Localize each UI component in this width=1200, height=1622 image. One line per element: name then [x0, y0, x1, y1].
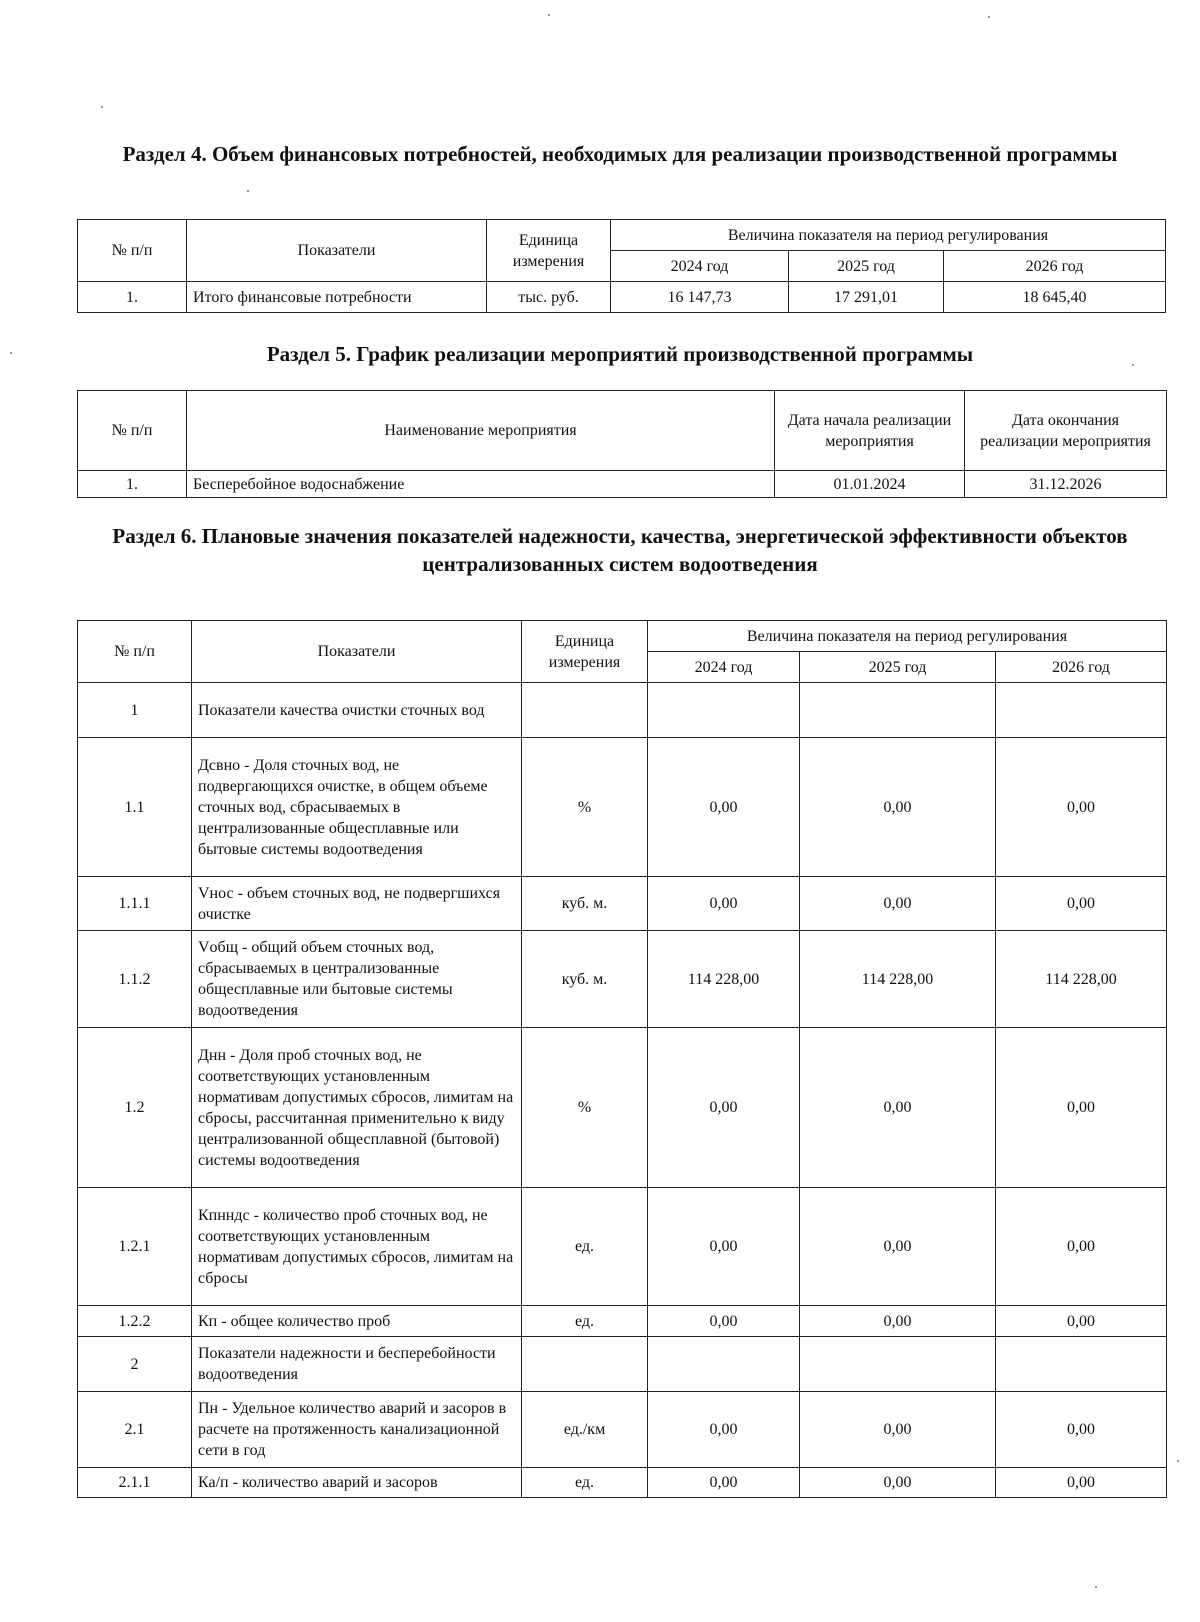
row-value [800, 1337, 996, 1392]
row-unit: тыс. руб. [487, 282, 611, 313]
header-year: 2025 год [800, 652, 996, 683]
row-value: 0,00 [996, 1306, 1167, 1337]
header-unit: Единица измерения [487, 220, 611, 282]
row-unit: ед./км [522, 1392, 648, 1468]
row-value: 18 645,40 [944, 282, 1166, 313]
row-unit: % [522, 1028, 648, 1188]
row-unit: % [522, 738, 648, 877]
row-value: 0,00 [996, 1468, 1167, 1498]
row-value: 0,00 [648, 877, 800, 931]
row-value: 0,00 [648, 1468, 800, 1498]
row-value: 0,00 [996, 1392, 1167, 1468]
row-value: 0,00 [648, 1392, 800, 1468]
row-num: 2 [78, 1337, 192, 1392]
section6-table [77, 620, 1167, 1498]
row-unit: ед. [522, 1468, 648, 1498]
header-unit: Единица измерения [522, 621, 648, 683]
section4-table [77, 219, 1166, 313]
row-value: 0,00 [996, 1028, 1167, 1188]
table-row [78, 683, 1167, 738]
table-row [78, 1188, 1167, 1306]
header-end: Дата окончания реализации мероприятия [965, 391, 1167, 471]
row-name: Показатели качества очистки сточных вод [192, 683, 522, 738]
header-num: № п/п [78, 220, 187, 282]
table-row [78, 1028, 1167, 1188]
table-row [78, 1468, 1167, 1498]
table-row [78, 1392, 1167, 1468]
row-value [996, 1337, 1167, 1392]
row-start: 01.01.2024 [775, 471, 965, 498]
row-unit: ед. [522, 1188, 648, 1306]
row-num: 1. [78, 282, 187, 313]
row-end: 31.12.2026 [965, 471, 1167, 498]
row-value: 0,00 [800, 877, 996, 931]
row-value: 16 147,73 [611, 282, 789, 313]
row-value: 0,00 [996, 1188, 1167, 1306]
row-unit [522, 1337, 648, 1392]
table-row [78, 1337, 1167, 1392]
row-value [800, 683, 996, 738]
row-value: 0,00 [800, 1306, 996, 1337]
header-period: Величина показателя на период регулирования [611, 220, 1166, 251]
row-name: Итого финансовые потребности [187, 282, 487, 313]
row-name: Vнос - объем сточных вод, не подвергшихся очистке [192, 877, 522, 931]
row-value: 114 228,00 [800, 931, 996, 1028]
header-name: Наименование мероприятия [187, 391, 775, 471]
row-value [648, 1337, 800, 1392]
row-name: Днн - Доля проб сточных вод, не соответствующих установленным нормативам допустимых сбросов, лимитам на сбросы, рассчитанная применительно к виду централизованной общесплавной (бытовой) системы водоотведения [192, 1028, 522, 1188]
row-num: 2.1.1 [78, 1468, 192, 1498]
row-value: 17 291,01 [789, 282, 944, 313]
row-name: Кп - общее количество проб [192, 1306, 522, 1337]
section4-title: Раздел 4. Объем финансовых потребностей, необходимых для реализации производственной программы [122, 142, 1118, 166]
row-name: Ка/п - количество аварий и засоров [192, 1468, 522, 1498]
header-year: 2026 год [996, 652, 1167, 683]
row-value: 0,00 [800, 1392, 996, 1468]
row-name: Дсвно - Доля сточных вод, не подвергающихся очистке, в общем объеме сточных вод, сбрасываемых в централизованные общесплавные или бытовые системы водоотведения [192, 738, 522, 877]
header-indicator: Показатели [192, 621, 522, 683]
section5-title: Раздел 5. График реализации мероприятий производственной программы [266, 342, 974, 366]
row-value: 114 228,00 [648, 931, 800, 1028]
row-num: 2.1 [78, 1392, 192, 1468]
header-indicator: Показатели [187, 220, 487, 282]
header-year: 2024 год [648, 652, 800, 683]
row-num: 1. [78, 471, 187, 498]
table-row [78, 738, 1167, 877]
row-num: 1.2 [78, 1028, 192, 1188]
table-row [78, 1306, 1167, 1337]
row-value: 0,00 [648, 1306, 800, 1337]
row-num: 1.2.1 [78, 1188, 192, 1306]
row-unit: куб. м. [522, 931, 648, 1028]
row-value: 0,00 [648, 1028, 800, 1188]
row-value: 0,00 [800, 1188, 996, 1306]
row-value [648, 683, 800, 738]
row-num: 1 [78, 683, 192, 738]
table-row [78, 877, 1167, 931]
row-value: 0,00 [648, 1188, 800, 1306]
row-name: Показатели надежности и бесперебойности водоотведения [192, 1337, 522, 1392]
row-value: 0,00 [800, 738, 996, 877]
row-value: 114 228,00 [996, 931, 1167, 1028]
row-unit: ед. [522, 1306, 648, 1337]
header-start: Дата начала реализации мероприятия [775, 391, 965, 471]
row-num: 1.2.2 [78, 1306, 192, 1337]
header-year: 2025 год [789, 251, 944, 282]
row-num: 1.1.1 [78, 877, 192, 931]
table-row [78, 282, 1166, 313]
row-value: 0,00 [800, 1028, 996, 1188]
row-name: Бесперебойное водоснабжение [187, 471, 775, 498]
row-name: Vобщ - общий объем сточных вод, сбрасываемых в централизованные общесплавные или бытовые системы водоотведения [192, 931, 522, 1028]
row-value: 0,00 [996, 738, 1167, 877]
row-value: 0,00 [800, 1468, 996, 1498]
table-row [78, 471, 1167, 498]
row-unit: куб. м. [522, 877, 648, 931]
row-value: 0,00 [648, 738, 800, 877]
header-year: 2024 год [611, 251, 789, 282]
row-name: Пн - Удельное количество аварий и засоров в расчете на протяженность канализационной сети в год [192, 1392, 522, 1468]
row-value: 0,00 [996, 877, 1167, 931]
table-row [78, 931, 1167, 1028]
header-num: № п/п [78, 391, 187, 471]
header-period: Величина показателя на период регулирования [648, 621, 1167, 652]
section6-title: Раздел 6. Плановые значения показателей надежности, качества, энергетической эффективности объектов централизованных систем водоотведения [112, 524, 1128, 576]
row-value [996, 683, 1167, 738]
header-year: 2026 год [944, 251, 1166, 282]
row-name: Кпнндс - количество проб сточных вод, не соответствующих установленным нормативам допустимых сбросов, лимитам на сбросы [192, 1188, 522, 1306]
row-unit [522, 683, 648, 738]
row-num: 1.1.2 [78, 931, 192, 1028]
section5-table [77, 390, 1167, 498]
header-num: № п/п [78, 621, 192, 683]
row-num: 1.1 [78, 738, 192, 877]
